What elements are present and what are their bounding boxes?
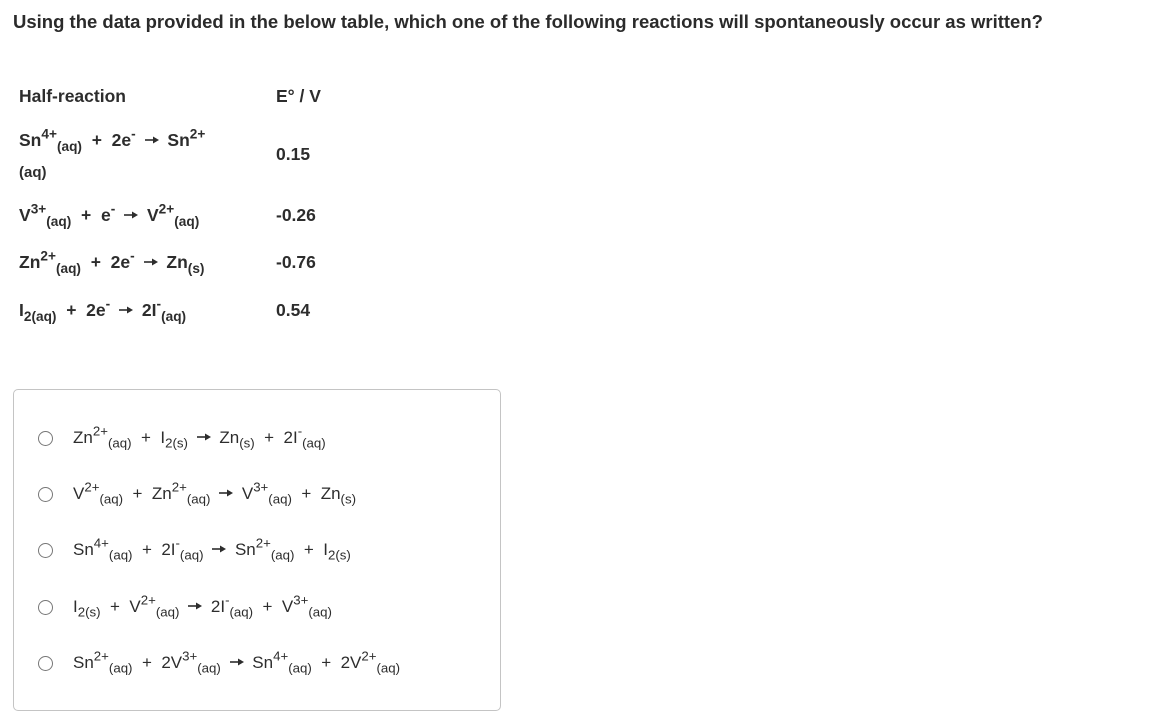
radio-button-icon[interactable] [38, 487, 53, 502]
table-header-half-reaction: Half-reaction [19, 86, 126, 106]
right-arrow-icon [145, 135, 159, 145]
radio-button-icon[interactable] [38, 431, 53, 446]
right-arrow-icon [144, 257, 158, 267]
answer-option-label: $V^{2+}_{(aq)} + Zn^{2+}_{(aq)}$ $V^{3+}_{(aq)} + Zn_{(s)}$ [73, 479, 356, 507]
answer-option-5[interactable] [38, 648, 401, 676]
answer-option-label: $Sn^{2+}_{(aq)} + 2V^{3+}_{(aq)}$ $Sn^{4+}_{(aq)} + 2V^{2+}_{(aq)}$ [73, 648, 401, 676]
answer-option-2[interactable] [38, 479, 356, 507]
answer-option-3[interactable] [38, 535, 351, 563]
answer-option-label: $I_{2(s)} + V^{2+}_{(aq)}$ $2I^-_{(aq)} + V^{3+}_{(aq)}$ [73, 592, 332, 620]
potential-cell: -0.76 [276, 252, 316, 272]
answer-option-label: $Zn^{2+}_{(aq)} + I_{2(s)}$ $Zn_{(s)} + 2I^-_{(aq)}$ [73, 423, 326, 451]
potential-cell: 0.15 [276, 144, 311, 164]
table-header-potential: E° / V [276, 86, 321, 106]
radio-button-icon[interactable] [38, 543, 53, 558]
half-reaction-cell: $V^{3+}_{(aq)} + e^-$ $V^{2+}_{(aq)}$ [19, 201, 200, 229]
half-reaction-cell: $Zn^{2+}_{(aq)} + 2e^-$ $Zn_{(s)}$ [19, 248, 205, 276]
half-reaction-cell: $I_{2(aq)} + 2e^-$ $2I^-_{(aq)}$ [19, 296, 187, 324]
right-arrow-icon [212, 544, 226, 554]
answer-option-4[interactable] [38, 592, 332, 620]
answer-option-label: $Sn^{4+}_{(aq)} + 2I^-_{(aq)}$ $Sn^{2+}_{(aq)} + I_{2(s)}$ [73, 535, 351, 563]
right-arrow-icon [197, 432, 211, 442]
potential-cell: -0.26 [276, 205, 316, 225]
right-arrow-icon [230, 657, 244, 667]
radio-button-icon[interactable] [38, 656, 53, 671]
right-arrow-icon [188, 601, 202, 611]
half-reaction-cell-wrap: (aq) [19, 164, 47, 181]
right-arrow-icon [119, 305, 133, 315]
potential-cell: 0.54 [276, 300, 311, 320]
answer-option-1[interactable] [38, 423, 326, 451]
question-text: Using the data provided in the below table, which one of the following reactions will spontaneously occur as written? [13, 11, 1043, 32]
radio-button-icon[interactable] [38, 600, 53, 615]
right-arrow-icon [124, 210, 138, 220]
right-arrow-icon [219, 488, 233, 498]
half-reaction-cell: $Sn^{4+}_{(aq)} + 2e^-$ $Sn^{2+}$ [19, 126, 206, 154]
